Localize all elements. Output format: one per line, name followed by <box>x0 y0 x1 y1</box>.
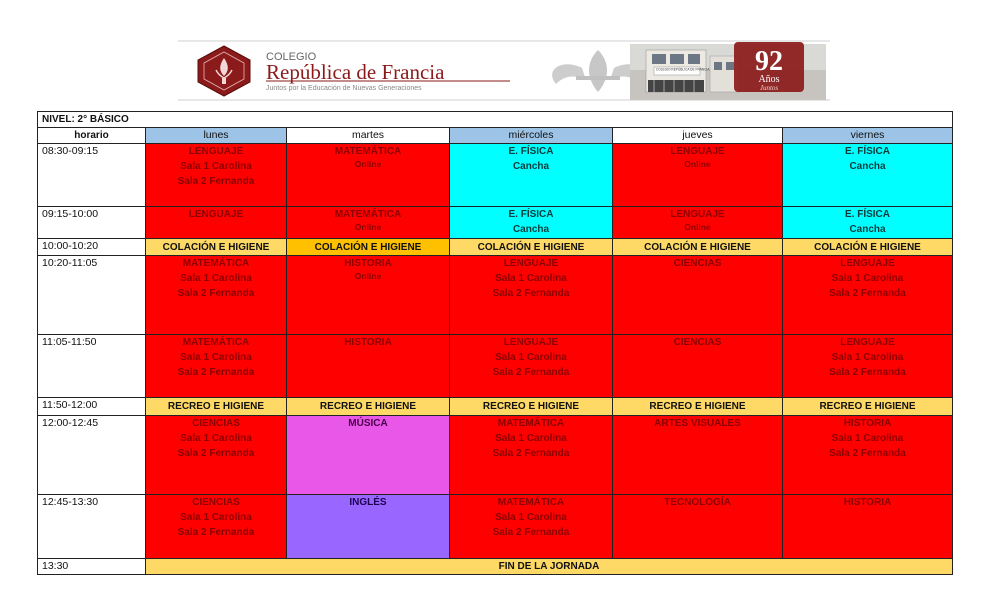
subject-name: LENGUAJE <box>840 336 895 348</box>
subject-name: TECNOLOGÍA <box>664 497 731 509</box>
subject-detail: Sala 1 Carolina <box>180 432 252 444</box>
subject-detail: Sala 1 Carolina <box>180 273 252 285</box>
subject-name: E. FÍSICA <box>845 146 891 158</box>
class-cell <box>783 144 953 207</box>
timetable-row <box>38 415 953 495</box>
timetable-row <box>38 495 953 559</box>
class-cell <box>613 415 783 495</box>
subject-name: HISTORIA <box>344 336 392 348</box>
subject-name: MATEMÁTICA <box>497 417 565 429</box>
class-cell <box>146 415 287 495</box>
subject-detail: Online <box>354 271 382 282</box>
subject-name: RECREO E HIGIENE <box>482 400 580 412</box>
class-cell <box>613 256 783 335</box>
subject-name: HISTORIA <box>843 497 892 509</box>
time-slot: 10:00-10:20 <box>38 239 146 256</box>
subject-detail: Sala 2 Fernanda <box>177 527 255 539</box>
class-cell <box>287 206 450 238</box>
class-cell <box>450 334 613 398</box>
subject-name: INGLÉS <box>349 497 387 509</box>
class-cell <box>450 415 613 495</box>
time-slot: 11:50-12:00 <box>38 398 146 415</box>
class-cell <box>450 144 613 207</box>
class-cell <box>287 144 450 207</box>
class-cell <box>783 256 953 335</box>
class-cell <box>287 495 450 559</box>
subject-name: CIENCIAS <box>192 417 240 429</box>
subject-detail: Sala 1 Carolina <box>831 351 904 363</box>
subject-name: COLACIÓN E HIGIENE <box>814 241 921 253</box>
class-cell <box>783 398 953 415</box>
subject-detail: Sala 2 Fernanda <box>829 447 906 459</box>
timetable-row <box>38 206 953 238</box>
subject-name: MATEMÁTICA <box>334 146 402 158</box>
logo-name-text: República de Francia <box>266 60 445 84</box>
logo-tagline-text: Juntos por la Educación de Nuevas Generaciones <box>266 85 422 92</box>
time-slot: 11:05-11:50 <box>38 334 146 398</box>
subject-name: LENGUAJE <box>503 336 559 348</box>
subject-detail: Sala 2 Fernanda <box>177 176 255 188</box>
class-cell <box>450 398 613 415</box>
schedule-table <box>37 111 953 575</box>
time-slot: 08:30-09:15 <box>38 144 146 207</box>
class-cell <box>146 144 287 207</box>
subject-name: ARTES VISUALES <box>654 417 741 429</box>
class-cell <box>146 256 287 335</box>
end-of-day-cell: FIN DE LA JORNADA <box>146 558 953 574</box>
subject-name: LENGUAJE <box>503 258 559 270</box>
class-cell <box>783 334 953 398</box>
class-cell <box>146 239 287 256</box>
subject-detail: Sala 2 Fernanda <box>177 447 255 459</box>
building-sign-text: COLEGIO REPÚBLICA DE FRANCIA <box>656 67 710 72</box>
time-slot: 12:45-13:30 <box>38 495 146 559</box>
timetable-row <box>38 144 953 207</box>
subject-name: CIENCIAS <box>673 258 722 270</box>
class-cell <box>613 334 783 398</box>
subject-name: COLACIÓN E HIGIENE <box>162 241 270 253</box>
class-cell <box>287 398 450 415</box>
class-cell <box>783 206 953 238</box>
header-row <box>38 128 953 144</box>
subject-name: LENGUAJE <box>188 146 244 158</box>
subject-detail: Sala 1 Carolina <box>180 512 252 524</box>
class-cell <box>450 495 613 559</box>
subject-name: MÚSICA <box>348 417 388 429</box>
badge-text: Años <box>758 74 780 85</box>
subject-detail: Sala 1 Carolina <box>180 351 252 363</box>
subject-detail: Sala 1 Carolina <box>831 432 904 444</box>
subject-detail: Cancha <box>849 223 886 235</box>
class-cell <box>287 415 450 495</box>
class-cell <box>146 334 287 398</box>
subject-detail: Online <box>684 159 711 170</box>
subject-detail: Sala 1 Carolina <box>495 351 567 363</box>
timetable-row <box>38 334 953 398</box>
class-cell <box>783 415 953 495</box>
level-label: NIVEL: 2° BÁSICO <box>38 112 953 128</box>
subject-name: CIENCIAS <box>192 497 240 509</box>
subject-name: E. FÍSICA <box>845 208 891 220</box>
subject-detail: Sala 2 Fernanda <box>492 527 570 539</box>
badge-script: Juntos <box>759 84 779 92</box>
subject-name: LENGUAJE <box>670 146 725 158</box>
subject-name: MATEMÁTICA <box>182 258 250 270</box>
subject-detail: Sala 2 Fernanda <box>177 288 255 300</box>
timetable-row <box>38 398 953 415</box>
subject-name: LENGUAJE <box>188 208 244 220</box>
subject-name: RECREO E HIGIENE <box>649 400 746 412</box>
subject-detail: Sala 2 Fernanda <box>829 366 906 378</box>
column-header-4: viernes <box>783 128 953 144</box>
anniversary-badge <box>734 42 804 92</box>
subject-detail: Online <box>354 159 382 170</box>
class-cell <box>287 239 450 256</box>
subject-detail: Sala 2 Fernanda <box>177 366 255 378</box>
subject-detail: Sala 1 Carolina <box>495 432 567 444</box>
column-header-0: lunes <box>146 128 287 144</box>
subject-detail: Cancha <box>512 161 550 173</box>
class-cell <box>613 144 783 207</box>
subject-name: MATEMÁTICA <box>497 497 565 509</box>
subject-detail: Online <box>354 221 382 232</box>
class-cell <box>450 206 613 238</box>
logo-school-text: COLEGIO <box>266 51 317 63</box>
subject-name: E. FÍSICA <box>508 208 554 220</box>
subject-name: HISTORIA <box>843 417 892 429</box>
subject-name: LENGUAJE <box>840 258 895 270</box>
subject-detail: Sala 1 Carolina <box>831 273 904 285</box>
class-cell <box>613 495 783 559</box>
subject-name: MATEMÁTICA <box>334 208 402 220</box>
class-cell <box>613 398 783 415</box>
level-row <box>38 112 953 128</box>
subject-detail: Sala 2 Fernanda <box>492 366 570 378</box>
subject-name: RECREO E HIGIENE <box>819 400 916 412</box>
subject-name: RECREO E HIGIENE <box>167 400 265 412</box>
class-cell <box>613 239 783 256</box>
subject-detail: Cancha <box>512 223 550 235</box>
time-slot: 12:00-12:45 <box>38 415 146 495</box>
class-cell <box>287 334 450 398</box>
class-cell <box>783 495 953 559</box>
class-cell <box>613 206 783 238</box>
class-cell <box>146 495 287 559</box>
subject-name: MATEMÁTICA <box>182 336 250 348</box>
class-cell <box>450 256 613 335</box>
subject-detail: Sala 1 Carolina <box>180 161 252 173</box>
timetable-row <box>38 256 953 335</box>
column-header-time: horario <box>38 128 146 144</box>
time-slot: 09:15-10:00 <box>38 206 146 238</box>
class-cell <box>783 239 953 256</box>
badge-number: 92 <box>755 46 783 77</box>
subject-name: HISTORIA <box>344 258 392 270</box>
subject-detail: Online <box>684 221 711 232</box>
class-cell <box>287 256 450 335</box>
subject-detail: Sala 1 Carolina <box>495 273 567 285</box>
subject-detail: Sala 2 Fernanda <box>492 447 570 459</box>
time-slot: 13:30 <box>38 558 146 574</box>
time-slot: 10:20-11:05 <box>38 256 146 335</box>
class-cell <box>146 206 287 238</box>
subject-detail: Cancha <box>849 161 886 173</box>
subject-name: COLACIÓN E HIGIENE <box>477 241 585 253</box>
subject-name: COLACIÓN E HIGIENE <box>644 241 751 253</box>
subject-name: RECREO E HIGIENE <box>319 400 417 412</box>
class-cell <box>450 239 613 256</box>
subject-detail: Sala 2 Fernanda <box>492 288 570 300</box>
final-row <box>38 558 953 574</box>
subject-detail: Sala 1 Carolina <box>495 512 567 524</box>
subject-name: CIENCIAS <box>673 336 722 348</box>
subject-detail: Sala 2 Fernanda <box>829 288 906 300</box>
timetable-row <box>38 239 953 256</box>
column-header-1: martes <box>287 128 450 144</box>
column-header-3: jueves <box>613 128 783 144</box>
subject-name: COLACIÓN E HIGIENE <box>314 241 422 253</box>
column-header-2: miércoles <box>450 128 613 144</box>
class-cell <box>146 398 287 415</box>
subject-name: LENGUAJE <box>670 208 725 220</box>
school-header <box>178 40 830 102</box>
subject-name: E. FÍSICA <box>508 146 554 158</box>
